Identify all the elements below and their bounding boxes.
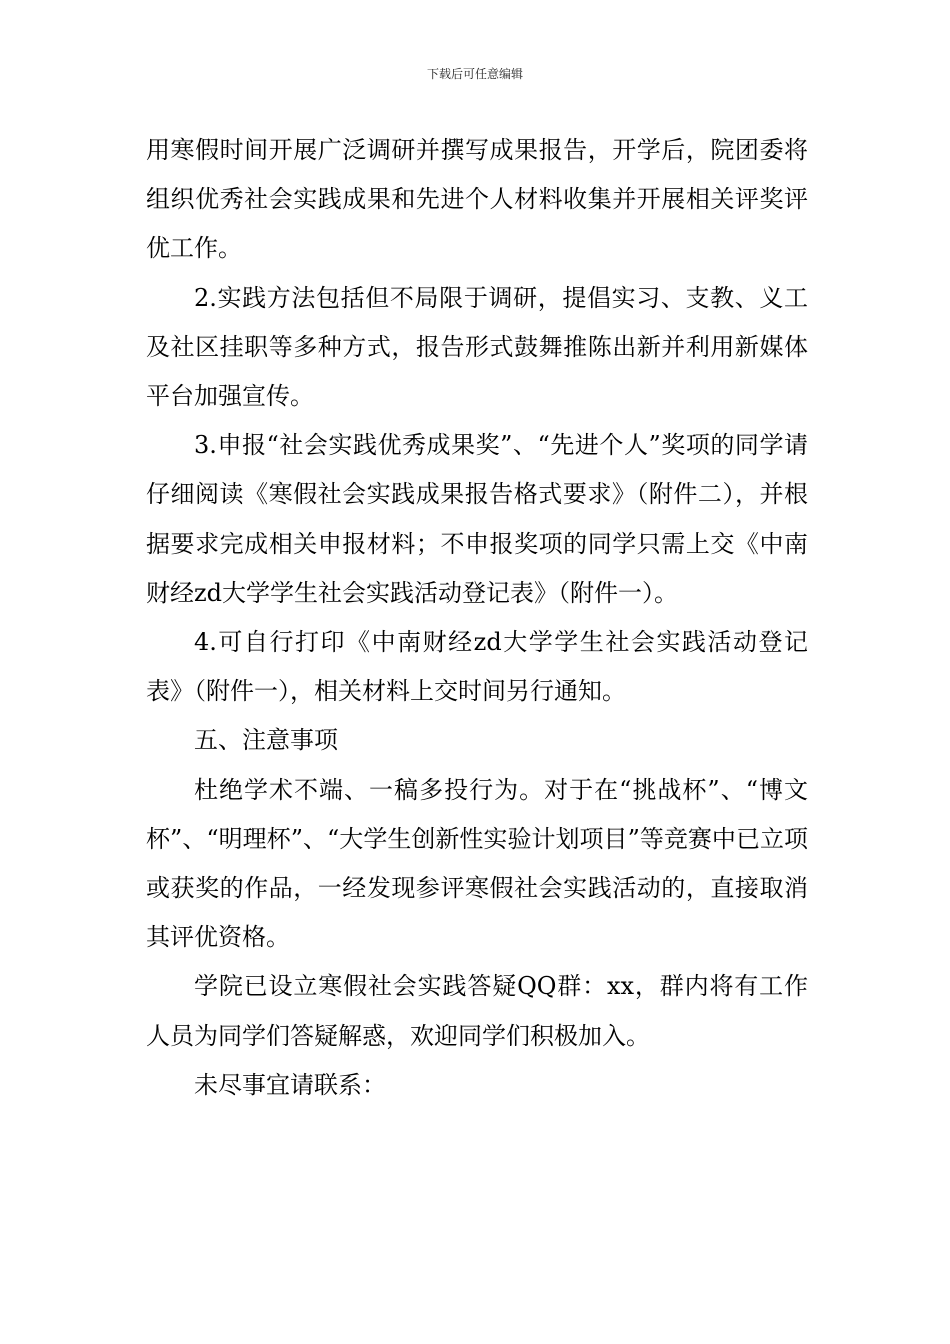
paragraph-item-3: 3.申报“社会实践优秀成果奖”、“先进个人”奖项的同学请仔细阅读《寒假社会实践成果报告格式要求》（附件二），并根据要求完成相关申报材料；不申报奖项的同学只需上交《中南财经zd大学学生社会实践活动登记表》（附件一）。	[146, 431, 808, 607]
paragraph-qq-group: 学院已设立寒假社会实践答疑QQ群：xx，群内将有工作人员为同学们答疑解惑，欢迎同学们积极加入。	[146, 972, 808, 1050]
paragraph-item-2: 2.实践方法包括但不局限于调研，提倡实习、支教、义工及社区挂职等多种方式，报告形式鼓舞推陈出新并利用新媒体平台加强宣传。	[146, 283, 808, 411]
paragraph-academic-integrity: 杜绝学术不端、一稿多投行为。对于在“挑战杯”、“博文杯”、“明理杯”、“大学生创新性实验计划项目”等竞赛中已立项或获奖的作品，一经发现参评寒假社会实践活动的，直接取消其评优资格。	[146, 775, 808, 952]
document-body	[146, 126, 808, 1110]
section-heading-notes: 五、注意事项	[194, 726, 338, 755]
paragraph-continuation: 用寒假时间开展广泛调研并撰写成果报告，开学后，院团委将组织优秀社会实践成果和先进个人材料收集并开展相关评奖评优工作。	[146, 136, 808, 263]
paragraph-item-4: 4.可自行打印《中南财经zd大学学生社会实践活动登记表》（附件一），相关材料上交时间另行通知。	[146, 628, 808, 706]
paragraph-contact: 未尽事宜请联系：	[194, 1070, 386, 1099]
page-header: 下载后可任意编辑	[426, 67, 523, 81]
